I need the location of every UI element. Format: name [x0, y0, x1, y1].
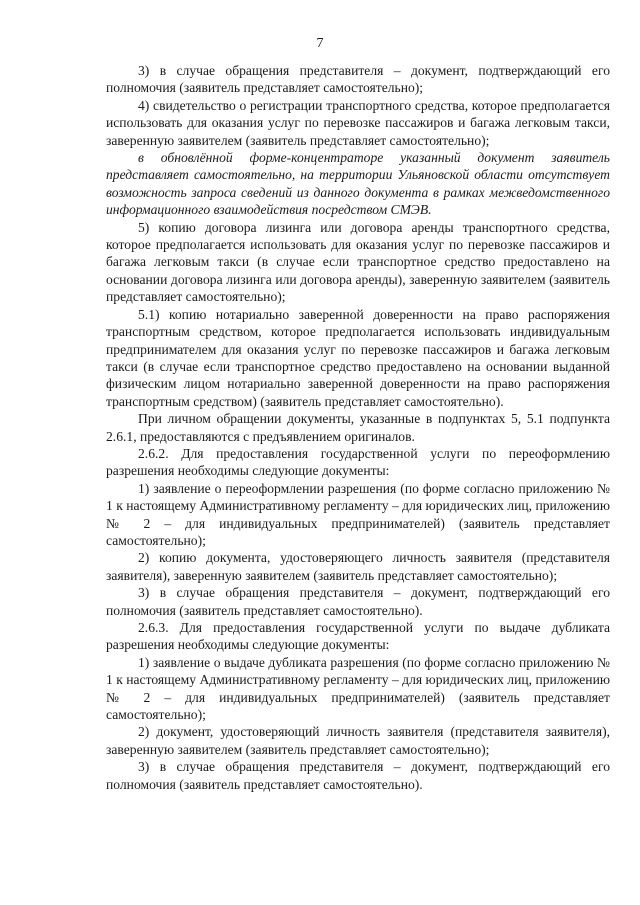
paragraph: 5) копию договора лизинга или договора аренды транспортного средства, которое предполагается использовать для оказания услуг по перевозке пассажиров и багажа легковым такси (в случае если транспортное средство предоставлено на основании договора лизинга или договора аренды), заверенную заявителем (заявитель представляет самостоятельно);: [106, 219, 610, 305]
paragraph: 4) свидетельство о регистрации транспортного средства, которое предполагается использовать для оказания услуг по перевозке пассажиров и багажа легковым такси, заверенную заявителем (заявитель представляет самостоятельно);: [106, 97, 610, 148]
paragraph: 3) в случае обращения представителя – документ, подтверждающий его полномочия (заявитель представляет самостоятельно);: [106, 63, 610, 96]
paragraph: 2) документ, удостоверяющий личность заявителя (представителя заявителя), заверенную заявителем (заявитель представляет самостоятельно);: [106, 724, 610, 757]
page-number: 7: [316, 36, 324, 51]
document-body: [106, 62, 610, 793]
paragraph: 3) в случае обращения представителя – документ, подтверждающий его полномочия (заявитель представляет самостоятельно).: [106, 759, 610, 792]
paragraph: 1) заявление о переоформлении разрешения (по форме согласно приложению № 1 к настоящему Административному регламенту – для юридических лиц, приложению № 2 – для индивидуальных предпринимателей) (заявитель представляет самостоятельно);: [106, 480, 610, 548]
paragraph: 5.1) копию нотариально заверенной доверенности на право распоряжения транспортным средством, которое предполагается использовать индивидуальным предпринимателем для оказания услуг по перевозке пассажиров и багажа легковым такси (в случае если транспортное средство предоставлено на основании выданной физическим лицом нотариально заверенной доверенности на право распоряжения транспортным средством) (заявитель представляет самостоятельно).: [106, 306, 610, 409]
paragraph: 2) копию документа, удостоверяющего личность заявителя (представителя заявителя), заверенную заявителем (заявитель представляет самостоятельно);: [106, 550, 610, 583]
paragraph: При личном обращении документы, указанные в подпунктах 5, 5.1 подпункта 2.6.1, предоставляются с предъявлением оригиналов.: [106, 411, 610, 444]
section-heading-2-6-3: 2.6.3. Для предоставления государственной услуги по выдаче дубликата разрешения необходимы следующие документы:: [106, 620, 610, 653]
paragraph: 1) заявление о выдаче дубликата разрешения (по форме согласно приложению № 1 к настоящему Административному регламенту – для юридических лиц, приложению № 2 – для индивидуальных предпринимателей) (заявитель представляет самостоятельно);: [106, 654, 610, 723]
paragraph: 3) в случае обращения представителя – документ, подтверждающий его полномочия (заявитель представляет самостоятельно).: [106, 585, 610, 618]
section-heading-2-6-2: 2.6.2. Для предоставления государственной услуги по переоформлению разрешения необходимы следующие документы:: [106, 445, 610, 479]
paragraph-italic-note: в обновлённой форме-концентраторе указанный документ заявитель представляет самостоятельно, на территории Ульяновской области отсутствует возможность запроса сведений из данного документа в рамках межведомственного информационного взаимодействия посредством СМЭВ.: [106, 150, 610, 218]
